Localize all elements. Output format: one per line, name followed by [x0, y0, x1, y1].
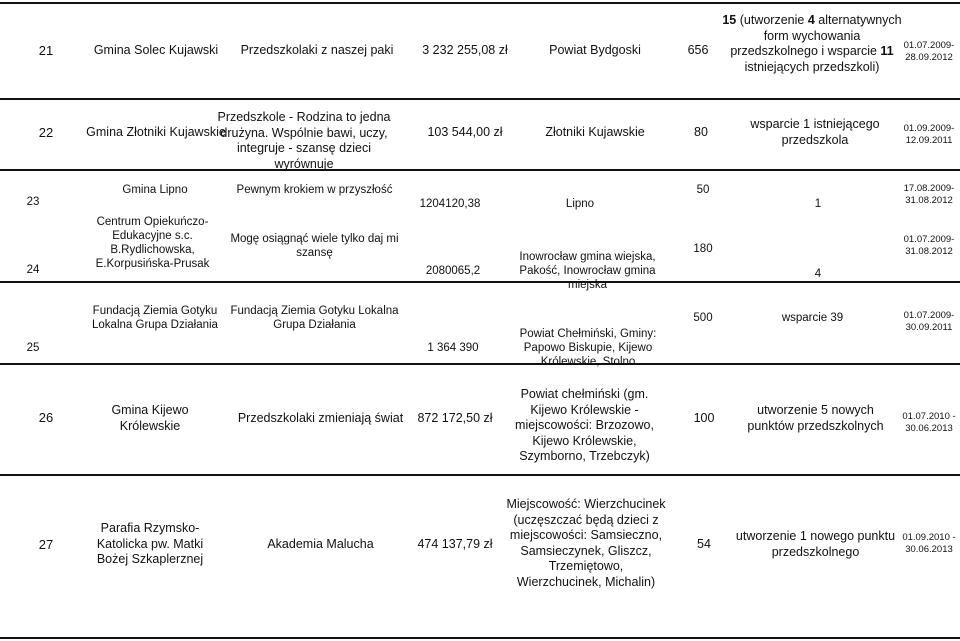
row-number: 22	[38, 125, 54, 140]
project-area: Miejscowość: Wierzchucinek (uczęszczać będą dzieci z miejscowości: Samsieczno, Samsieczynek, Gliszcz, Trzemiętowo, Wierzchucinek, Michalin)	[506, 497, 666, 589]
date-range	[898, 411, 960, 435]
project-area: Powiat chełmiński (gm. Kijewo Królewskie - miejscowości: Brzozowo, Kijewo Królewskie, Szymborno, Trzebczyk)	[515, 387, 654, 463]
date-range	[898, 183, 960, 207]
entity-name: Parafia Rzymsko-Katolicka pw. Matki Bożej Szkaplerznej	[96, 521, 204, 566]
project-title: Przedszkole - Rodzina to jedna drużyna. Wspólnie bawi, uczy, integruje - szansę dzieci wyrównuje	[217, 110, 391, 171]
row-number: 27	[38, 537, 54, 552]
row-number: 26	[38, 410, 54, 425]
row-number: 24	[26, 264, 40, 276]
result-number: 11	[880, 44, 894, 58]
project-result	[722, 13, 902, 75]
project-title: Akademia Malucha	[267, 537, 374, 551]
table-line	[0, 281, 960, 283]
date-range	[898, 234, 960, 258]
children-count: 54	[697, 537, 711, 551]
project-area: Inowrocław gmina wiejska, Pakość, Inowrocław gmina miejska	[519, 251, 656, 291]
date-range	[898, 123, 960, 147]
project-amount: 3 232 255,08 zł	[422, 43, 508, 57]
project-title: Przedszkolaki zmieniają świat	[237, 411, 404, 425]
children-count: 656	[687, 43, 709, 57]
project-amount: 474 137,79 zł	[417, 537, 493, 551]
project-title: Przedszkolaki z naszej paki	[240, 43, 394, 57]
result-text: (utworzenie	[736, 13, 808, 27]
row-number: 21	[38, 43, 54, 58]
children-count: 80	[694, 125, 708, 139]
project-result: utworzenie 5 nowych punktów przedszkolnych	[747, 403, 884, 433]
entity-name: Gmina Lipno	[122, 184, 188, 196]
table-line	[0, 474, 960, 476]
project-title: Mogę osiągnąć wiele tylko daj mi szansę	[230, 233, 399, 259]
date-range	[898, 532, 960, 556]
date-start: 01.09.2009-	[903, 123, 955, 134]
result-number: 15	[722, 13, 737, 27]
result-text: istniejących przedszkoli)	[744, 59, 880, 74]
table-line	[0, 169, 960, 171]
project-title: Fundacją Ziemia Gotyku Lokalna Grupa Działania	[230, 305, 399, 331]
entity-name: Gmina Złotniki Kujawskie	[86, 125, 226, 139]
table-line	[0, 98, 960, 100]
project-result: utworzenie 1 nowego punktu przedszkolnego	[735, 529, 896, 559]
project-area: Złotniki Kujawskie	[545, 125, 645, 139]
project-area: Lipno	[565, 198, 595, 210]
date-range	[898, 40, 960, 64]
result-text: alternatywnych form wychowania przedszkolnego i wsparcie	[730, 13, 902, 58]
table-line	[0, 363, 960, 365]
entity-name: Fundacją Ziemia Gotyku Lokalna Grupa Działania	[92, 305, 218, 331]
result-number: 4	[807, 13, 815, 27]
project-amount: 872 172,50 zł	[417, 411, 493, 425]
date-start: 01.09.2010 -	[902, 532, 956, 543]
date-end: 31.08.2012	[905, 195, 953, 206]
row-number: 23	[26, 196, 40, 208]
project-result: wsparcie 1 istniejącego przedszkola	[750, 117, 880, 147]
project-amount: 2080065,2	[425, 265, 481, 277]
project-amount: 103 544,00 zł	[427, 125, 503, 139]
project-result: 1	[814, 198, 822, 210]
children-count: 180	[693, 243, 713, 255]
date-end: 28.09.2012	[905, 52, 953, 63]
entity-name: Gmina Kijewo Królewskie	[111, 403, 189, 433]
project-result: 4	[814, 268, 822, 280]
project-area: Powiat Bydgoski	[549, 43, 641, 57]
date-range	[898, 310, 960, 334]
project-result: wsparcie 39	[781, 312, 844, 324]
entity-name: Centrum Opiekuńczo-Edukacyjne s.c. B.Rydlichowska, E.Korpusińska-Prusak	[95, 216, 210, 270]
date-start: 01.07.2009-	[903, 310, 955, 321]
project-amount: 1 364 390	[427, 342, 479, 354]
project-amount: 1204120,38	[419, 198, 481, 210]
table-line	[0, 2, 960, 4]
children-count: 500	[693, 312, 713, 324]
date-end: 30.09.2011	[905, 322, 953, 333]
project-area: Powiat Chełmiński, Gminy: Papowo Biskupie, Kijewo Królewskie, Stolno	[519, 328, 657, 368]
date-start: 01.07.2009-	[903, 40, 955, 51]
row-number: 25	[26, 342, 40, 354]
date-end: 31.08.2012	[905, 246, 953, 257]
table-line	[0, 637, 960, 639]
children-count: 50	[696, 184, 710, 196]
children-count: 100	[693, 411, 715, 425]
project-title: Pewnym krokiem w przyszłość	[236, 184, 393, 196]
date-end: 30.06.2013	[905, 423, 953, 434]
date-start: 01.07.2010 -	[902, 411, 956, 422]
date-end: 30.06.2013	[905, 544, 953, 555]
date-start: 17.08.2009-	[903, 183, 955, 194]
entity-name: Gmina Solec Kujawski	[93, 43, 219, 57]
date-end: 12.09.2011	[905, 135, 953, 146]
date-start: 01.07.2009-	[903, 234, 955, 245]
